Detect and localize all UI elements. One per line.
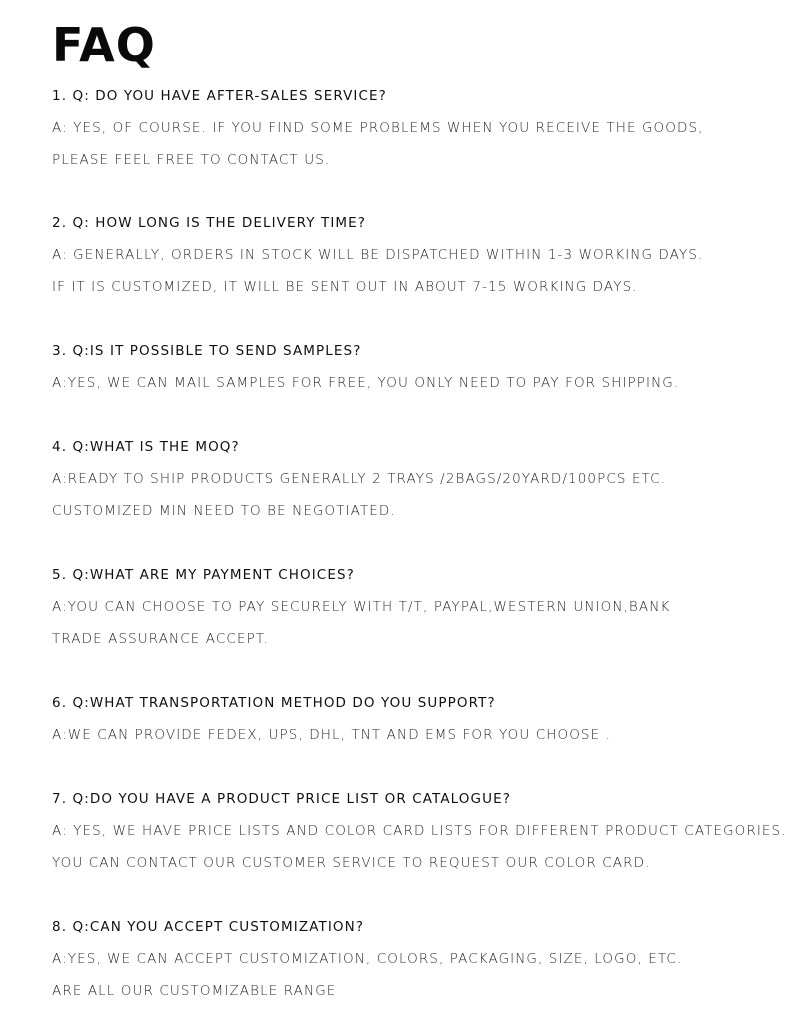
faq-answer-line: A: YES, WE HAVE PRICE LISTS AND COLOR CARD LISTS FOR DIFFERENT PRODUCT CATEGORIES. bbox=[52, 823, 787, 839]
faq-question: 7. Q:DO YOU HAVE A PRODUCT PRICE LIST OR CATALOGUE? bbox=[52, 791, 511, 807]
faq-question: 6. Q:WHAT TRANSPORTATION METHOD DO YOU SUPPORT? bbox=[52, 695, 496, 711]
faq-question: 3. Q:IS IT POSSIBLE TO SEND SAMPLES? bbox=[52, 343, 362, 359]
faq-answer-line: A: GENERALLY, ORDERS IN STOCK WILL BE DISPATCHED WITHIN 1-3 WORKING DAYS. bbox=[52, 247, 704, 263]
faq-answer-line: A:READY TO SHIP PRODUCTS GENERALLY 2 TRAYS /2BAGS/20YARD/100PCS ETC. bbox=[52, 471, 667, 487]
page-title: FAQ bbox=[52, 18, 156, 72]
faq-item-2 bbox=[52, 207, 780, 303]
faq-answer-line: YOU CAN CONTACT OUR CUSTOMER SERVICE TO REQUEST OUR COLOR CARD. bbox=[52, 855, 651, 871]
faq-item-6 bbox=[52, 687, 780, 751]
faq-item-5 bbox=[52, 559, 780, 655]
faq-answer-line: A:WE CAN PROVIDE FEDEX, UPS, DHL, TNT AND EMS FOR YOU CHOOSE . bbox=[52, 727, 612, 743]
faq-question: 4. Q:WHAT IS THE MOQ? bbox=[52, 439, 240, 455]
faq-item-3 bbox=[52, 335, 780, 399]
faq-item-1 bbox=[52, 80, 780, 176]
faq-item-8 bbox=[52, 911, 780, 1007]
faq-answer-line: ARE ALL OUR CUSTOMIZABLE RANGE bbox=[52, 983, 337, 999]
faq-answer-line: IF IT IS CUSTOMIZED, IT WILL BE SENT OUT IN ABOUT 7-15 WORKING DAYS. bbox=[52, 279, 638, 295]
faq-answer-line: A: YES, OF COURSE. IF YOU FIND SOME PROBLEMS WHEN YOU RECEIVE THE GOODS, bbox=[52, 120, 704, 136]
faq-question: 8. Q:CAN YOU ACCEPT CUSTOMIZATION? bbox=[52, 919, 365, 935]
faq-answer-line: A:YES, WE CAN ACCEPT CUSTOMIZATION, COLORS, PACKAGING, SIZE, LOGO, ETC. bbox=[52, 951, 683, 967]
faq-answer-line: PLEASE FEEL FREE TO CONTACT US. bbox=[52, 152, 331, 168]
faq-question: 2. Q: HOW LONG IS THE DELIVERY TIME? bbox=[52, 215, 367, 231]
faq-answer-line: A:YOU CAN CHOOSE TO PAY SECURELY WITH T/T, PAYPAL,WESTERN UNION,BANK bbox=[52, 599, 671, 615]
faq-question: 5. Q:WHAT ARE MY PAYMENT CHOICES? bbox=[52, 567, 355, 583]
faq-question: 1. Q: DO YOU HAVE AFTER-SALES SERVICE? bbox=[52, 88, 387, 104]
faq-item-7 bbox=[52, 783, 787, 879]
faq-item-4 bbox=[52, 431, 780, 527]
faq-answer-line: CUSTOMIZED MIN NEED TO BE NEGOTIATED. bbox=[52, 503, 396, 519]
faq-answer-line: TRADE ASSURANCE ACCEPT. bbox=[52, 631, 269, 647]
faq-answer-line: A:YES, WE CAN MAIL SAMPLES FOR FREE, YOU ONLY NEED TO PAY FOR SHIPPING. bbox=[52, 375, 680, 391]
